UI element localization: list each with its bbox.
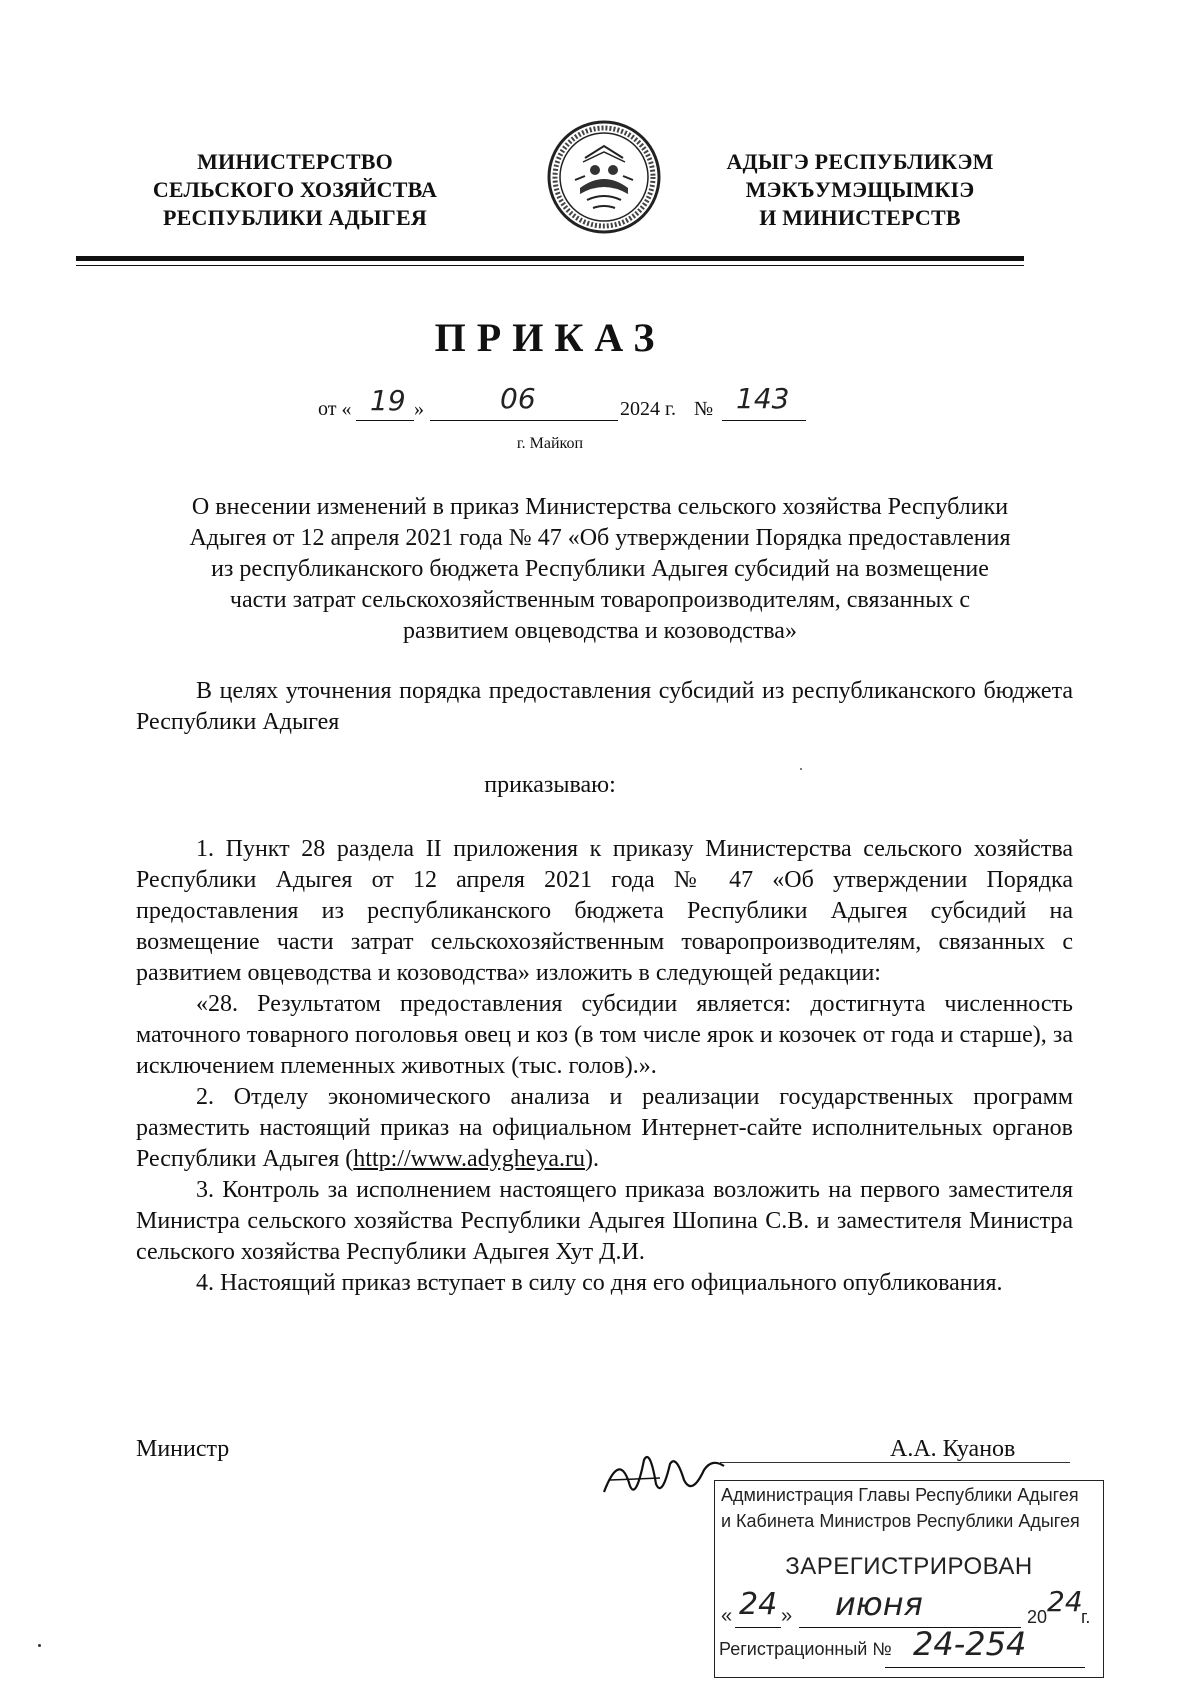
- stamp-year-suffix: 24: [1047, 1585, 1083, 1618]
- header-left-line-2: СЕЛЬСКОГО ХОЗЯЙСТВА: [152, 177, 438, 202]
- point-1: 1. Пункт 28 раздела II приложения к приказу Министерства сельского хозяйства Республики Адыгея от 12 апреля 2021 года № 47 «Об утверждении Порядка предоставления из республиканского бюджета Республики Адыгея субсидий на возмещение части затрат сельскохозяйственным товаропроизводителям, связанных с развитием овцеводства и козоводства» изложить в следующей редакции:: [136, 836, 1073, 986]
- order-word: приказываю:: [484, 772, 616, 798]
- signatory-title: Министр: [136, 1436, 230, 1462]
- coat-of-arms-icon: [545, 118, 663, 236]
- preamble-text: В целях уточнения порядка предоставления субсидий из республиканского бюджета Республики Адыгея: [136, 678, 1073, 735]
- order-body: [136, 834, 1073, 1299]
- point-3: 3. Контроль за исполнением настоящего приказа возложить на первого заместителя Министра сельского хозяйства Республики Адыгея Шопина С.В. и заместителя Министра сельского хозяйства Республики Адыгея Хут Д.И.: [136, 1177, 1073, 1265]
- date-mid: »: [414, 398, 424, 420]
- ministry-name-russian: [120, 148, 470, 232]
- header-right-line-2: МЭКЪУМЭЩЫМКIЭ: [745, 177, 975, 202]
- order-number-underline: [722, 420, 806, 421]
- stamp-reg-underline: [885, 1667, 1085, 1668]
- order-number-label: №: [694, 398, 714, 420]
- date-month: 06: [500, 382, 536, 415]
- scan-speck: [800, 768, 802, 770]
- header-right-line-3: И МИНИСТЕРСТВ: [759, 205, 961, 230]
- header-right-line-1: АДЫГЭ РЕСПУБЛИКЭМ: [726, 149, 994, 174]
- registration-stamp: [714, 1480, 1104, 1678]
- stamp-line-2: и Кабинета Министров Республики Адыгея: [721, 1511, 1080, 1531]
- subject-line-2: Адыгея от 12 апреля 2021 года № 47 «Об утверждении Порядка предоставления: [189, 525, 1011, 551]
- date-month-underline: [430, 420, 618, 421]
- document-title: ПРИКАЗ: [434, 315, 666, 360]
- stamp-year-g: г.: [1081, 1607, 1091, 1627]
- date-prefix: от «: [318, 398, 352, 420]
- website-link[interactable]: http://www.adygheya.ru: [353, 1146, 586, 1172]
- stamp-close-quote: »: [781, 1605, 793, 1627]
- stamp-open-quote: «: [721, 1605, 733, 1627]
- header-divider-thin: [76, 265, 1024, 266]
- signatory-name: А.А. Куанов: [890, 1436, 1016, 1462]
- date-day-underline: [356, 420, 414, 421]
- header-left-line-3: РЕСПУБЛИКИ АДЫГЕЯ: [163, 205, 427, 230]
- order-subject: [120, 492, 1080, 647]
- stamp-day: 24: [739, 1587, 778, 1622]
- point-28-quote: «28. Результатом предоставления субсидии является: достигнута численность маточного товарного поголовья овец и коз (в том числе ярок и козочек от года и старше), за исключением племенных животных (тыс. голов).».: [136, 991, 1073, 1079]
- stamp-reg-label: Регистрационный №: [719, 1639, 892, 1659]
- order-number: 143: [736, 382, 790, 415]
- date-year: 2024 г.: [620, 398, 676, 420]
- point-2-suffix: ).: [585, 1146, 600, 1172]
- stamp-reg-number: 24-254: [913, 1625, 1027, 1663]
- stamp-year-prefix: 20: [1027, 1607, 1048, 1627]
- subject-line-1: О внесении изменений в приказ Министерства сельского хозяйства Республики: [191, 494, 1009, 520]
- date-day: 19: [370, 384, 406, 417]
- subject-line-4: части затрат сельскохозяйственным товаропроизводителям, связанных с: [229, 587, 971, 613]
- header-left-line-1: МИНИСТЕРСТВО: [197, 149, 393, 174]
- header-divider-thick: [76, 256, 1024, 261]
- scan-speck: [38, 1644, 41, 1647]
- stamp-status: ЗАРЕГИСТРИРОВАН: [785, 1553, 1033, 1580]
- stamp-month: июня: [835, 1585, 923, 1623]
- point-2: [136, 1082, 1073, 1175]
- subject-line-3: из республиканского бюджета Республики Адыгея субсидий на возмещение: [211, 556, 989, 582]
- subject-line-5: развитием овцеводства и козоводства»: [403, 618, 797, 644]
- stamp-day-underline: [735, 1627, 781, 1628]
- point-2-text: 2. Отделу экономического анализа и реализации государственных программ разместить настоящий приказ на официальном Интернет-сайте исполнительных органов Республики Адыгея (: [136, 1084, 1073, 1172]
- city: г. Майкоп: [516, 435, 584, 452]
- stamp-line-1: Администрация Главы Республики Адыгея: [721, 1485, 1079, 1505]
- point-4: 4. Настоящий приказ вступает в силу со дня его официального опубликования.: [196, 1270, 1003, 1296]
- handwritten-signature: [600, 1440, 730, 1515]
- preamble: [136, 676, 1073, 738]
- ministry-name-adyghe: [690, 148, 1030, 232]
